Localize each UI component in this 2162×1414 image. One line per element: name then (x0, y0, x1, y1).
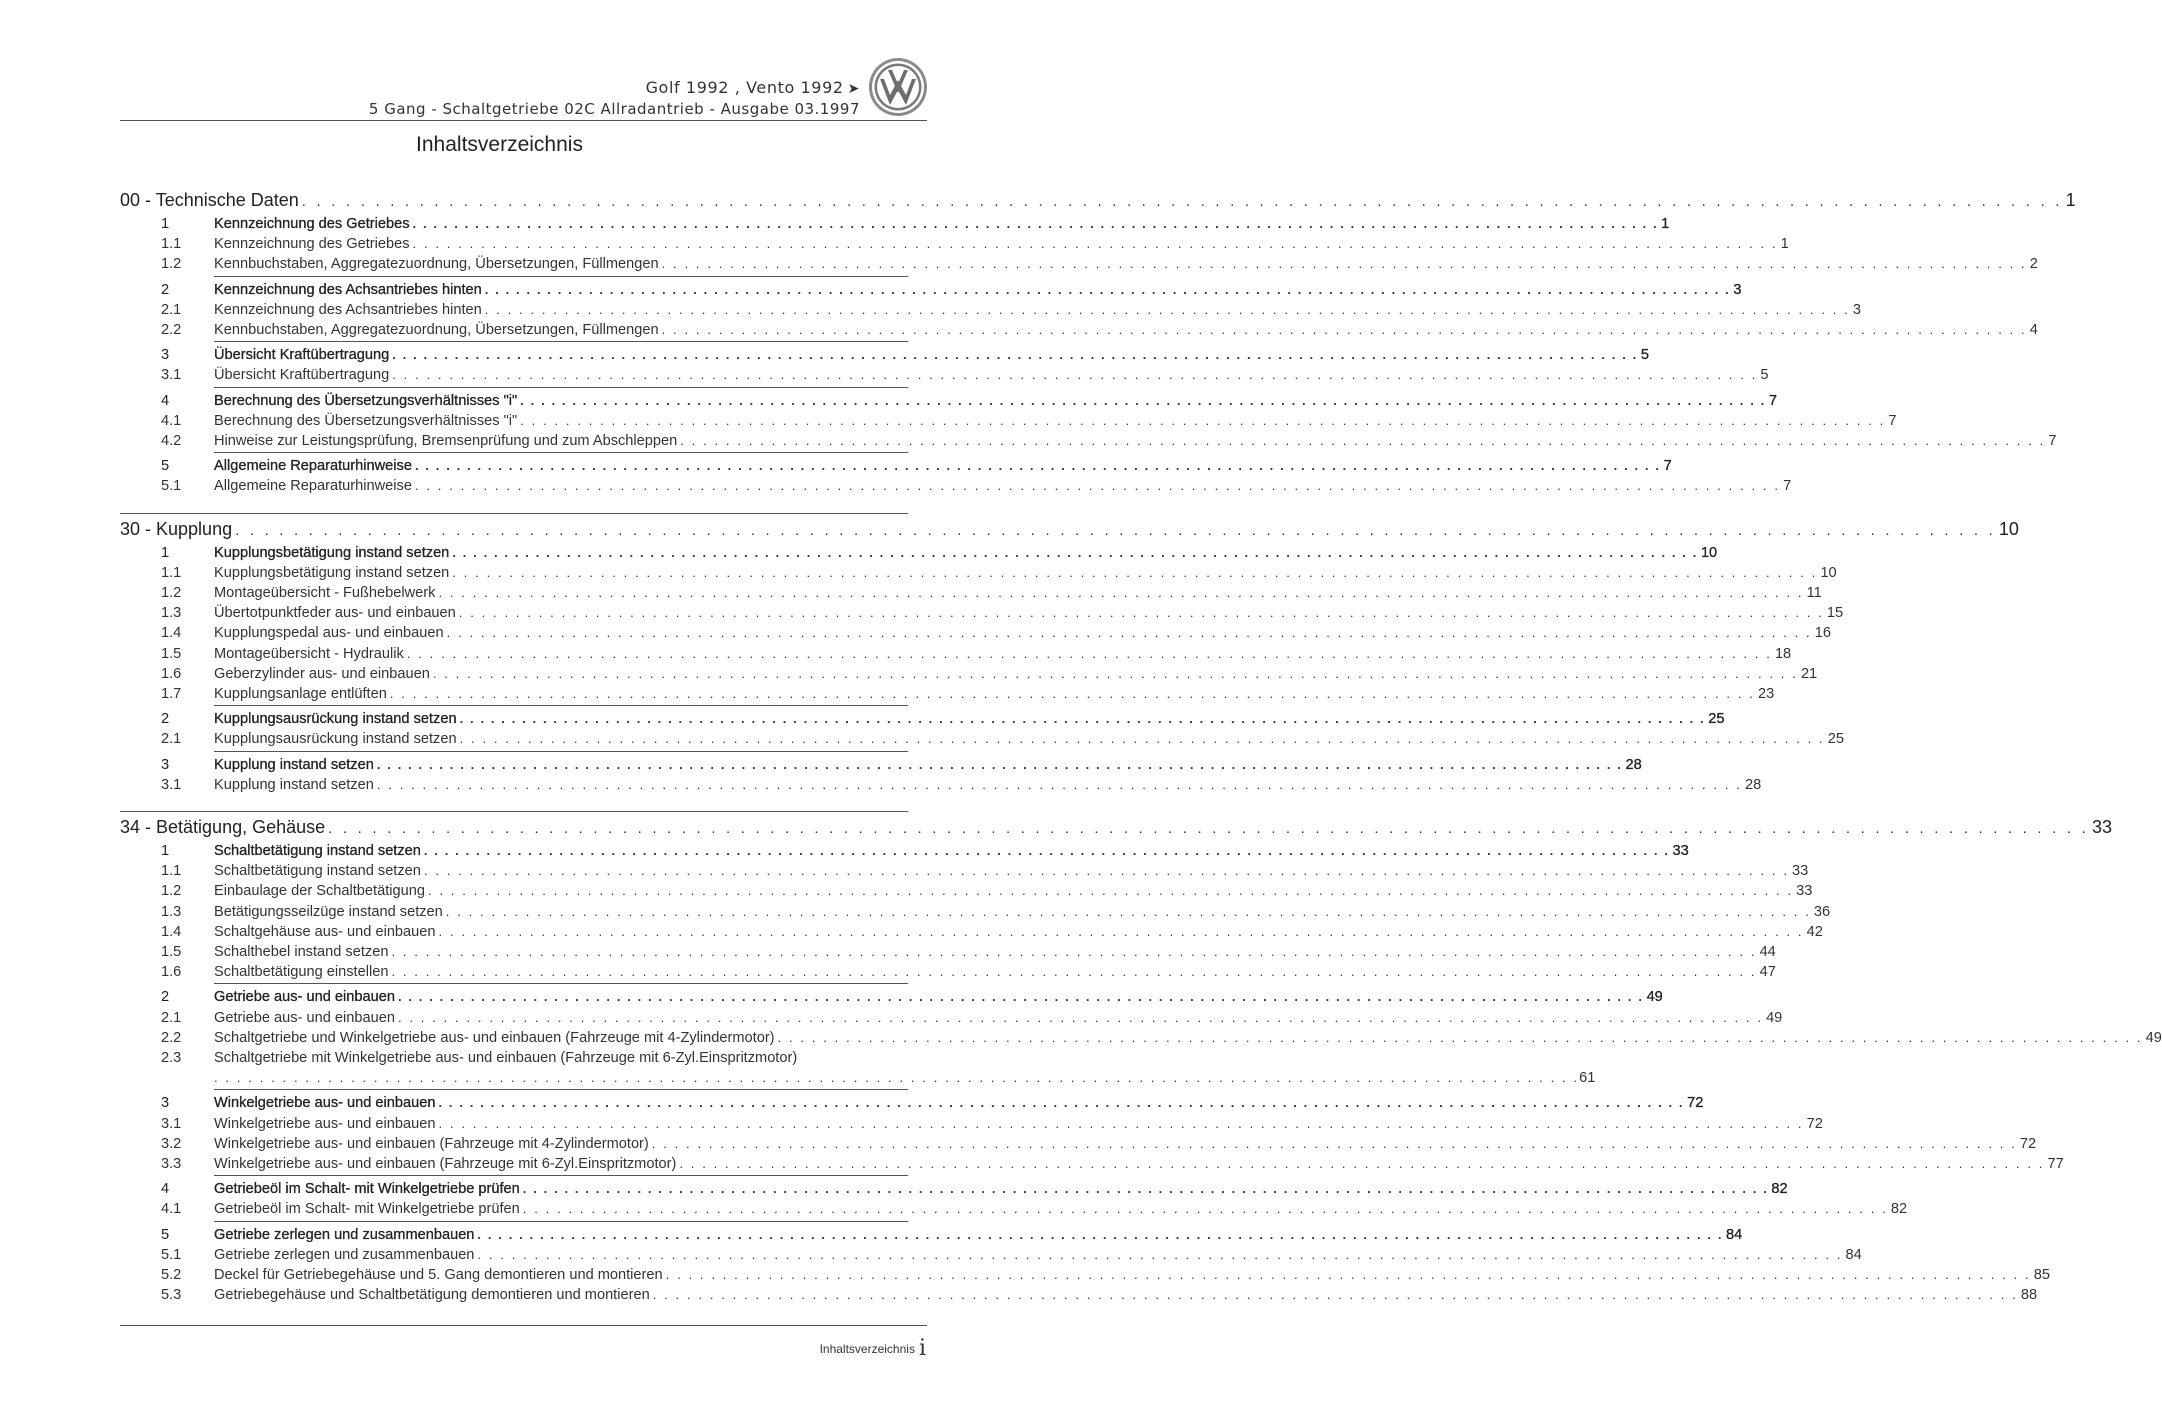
subsection-entry[interactable] (120, 301, 1861, 318)
section-entry[interactable] (120, 392, 1777, 409)
dot-leader: . . . . . . . . . . . . . . . . . . . . . . . . . . . . . . . . . . . . . . . . . . . . . . . . . . . . . . . . . . . . . . . . . . . . . . . . . . . . . . . . . . . . . . . . . . . . . . . . . . . . . . . . . . . . . . . . . . . . . . . . (651, 1135, 2017, 1151)
entry-title: Schaltbetätigung instand setzen (214, 843, 421, 859)
dot-leader: . . . . . . . . . . . . . . . . . . . . . . . . . . . . . . . . . . . . . . . . . . . . . . . . . . . . . . . . . . . . . . . . . . . . . . . . . . . . . . . . . . . . . . . . . . . . . . . . . . . . . . . . . . . . . . . . . . . . . . . . (522, 1181, 1769, 1197)
entry-page-number: 15 (1826, 605, 1844, 622)
dot-leader: . . . . . . . . . . . . . . . . . . . . . . . . . . . . . . . . . . . . . . . . . . . . . . . . . . . . . . . . . . . . . . . . . . . . . . . . . . . . . . . . . . . . . . . . . . . . . . . . . . . . . . . . . . . . . . . . . . . . . . . . (520, 412, 1886, 428)
entry-title: Berechnung des Übersetzungsverhältnisses "i" (214, 412, 518, 429)
entry-page-number: 82 (1771, 1181, 1788, 1198)
subsection-entry[interactable] (120, 686, 1775, 702)
entry-number: 5 (161, 458, 170, 475)
dot-leader: . . . . . . . . . . . . . . . . . . . . . . . . . . . . . . . . . . . . . . . . . . . . . . . . . . . . . . . . . . . . . . . . . . . . . . . . . . . . . . . . . . . . . . . . . . . . . . . . . . . . . . . . . . . . . . . . . . . . . . . . (777, 1029, 2143, 1045)
entry-title: 00 - Technische Daten (120, 190, 299, 210)
entry-number: 3.1 (161, 1115, 182, 1132)
entry-title: Getriebe zerlegen und zusammenbauen (214, 1226, 475, 1243)
subsection-entry[interactable] (120, 322, 2038, 338)
entry-number: 1 (161, 843, 170, 859)
entry-page-number: 5 (1640, 347, 1649, 364)
subsection-entry[interactable] (120, 367, 1769, 384)
section-entry[interactable] (120, 1095, 1704, 1112)
entry-page-number: 42 (1806, 923, 1823, 940)
dot-leader: . . . . . . . . . . . . . . . . . . . . . . . . . . . . . . . . . . . . . . . . . . . . . . . . . . . . . . . . . . . . . . . . . . . . . . . . . . . . . . . . . . . . . . . . . . . . . . . . . . . . . . . . . . . . . . . . . . . . . . . . (235, 521, 1996, 539)
entry-number: 1.1 (161, 564, 182, 581)
entry-page-number: 1 (1780, 236, 1789, 253)
entry-number: 5.2 (161, 1267, 182, 1283)
entry-page-number: 82 (1890, 1201, 1908, 1218)
entry-page-number: 44 (1759, 944, 1776, 960)
entry-title: Kennbuchstaben, Aggregatezuordnung, Übersetzungen, Füllmengen (214, 322, 659, 338)
entry-page-number: 49 (1766, 1009, 1783, 1026)
section-divider (214, 751, 908, 752)
entry-title: Schaltgetriebe mit Winkelgetriebe aus- und einbauen (Fahrzeuge mit 6-Zyl.Einspritzmotor) (214, 1050, 798, 1066)
entry-number: 4.2 (161, 433, 182, 449)
subsection-entry[interactable] (120, 585, 1822, 601)
dot-leader: . . . . . . . . . . . . . . . . . . . . . . . . . . . . . . . . . . . . . . . . . . . . . . . . . . . . . . . . . . . . . . . . . . . . . . . . . . . . . . . . . . . . . . . . . . . . . . . . . . . . . . . . . . . . . . . . . . . . . . . . (522, 1201, 1888, 1217)
entry-page-number: 88 (2020, 1287, 2038, 1304)
dot-leader: . . . . . . . . . . . . . . . . . . . . . . . . . . . . . . . . . . . . . . . . . . . . . . . . . . . . . . . . . . . . . . . . . . . . . . . . . . . . . . . . . . . . . . . . . . . . . . . . . . . . . . . . . . . . . . . . . . . . . . . . (392, 347, 1638, 363)
entry-number: 4 (161, 1181, 170, 1198)
document-header (120, 78, 860, 119)
entry-number: 1.6 (161, 665, 182, 682)
entry-title: Winkelgetriebe aus- und einbauen (Fahrzeuge mit 4-Zylindermotor) (214, 1135, 649, 1152)
entry-title: Getriebe zerlegen und zusammenbauen (214, 1246, 475, 1263)
entry-page-number: 2 (2029, 256, 2038, 273)
dot-leader: . . . . . . . . . . . . . . . . . . . . . . . . . . . . . . . . . . . . . . . . . . . . . . . . . . . . . . . . . . . . . . . . . . . . . . . . . . . . . . . . . . . . . . . . . . . . . . . . . . . . . . . . . . . . . . . . . . . . . . . . (391, 964, 1757, 980)
entry-title: Kennzeichnung des Getriebes (214, 216, 410, 232)
entry-page-number: 21 (1800, 665, 1818, 682)
entry-number: 2.2 (161, 322, 182, 338)
entry-title: Geberzylinder aus- und einbauen (214, 665, 430, 682)
dot-leader: . . . . . . . . . . . . . . . . . . . . . . . . . . . . . . . . . . . . . . . . . . . . . . . . . . . . . . . . . . . . . . . . . . . . . . . . . . . . . . . . . . . . . . . . . . . . . . . . . . . . . . . . . . . . . . . . . . . . . . . . (389, 686, 1755, 701)
entry-number: 1.1 (161, 863, 182, 880)
entry-page-number: 85 (2033, 1267, 2050, 1283)
section-divider (214, 1221, 908, 1222)
entry-title: Getriebe aus- und einbauen (214, 989, 395, 1006)
entry-number: 3 (161, 756, 170, 773)
entry-number: 2.3 (161, 1050, 182, 1066)
entry-page-number: 72 (1687, 1095, 1704, 1112)
entry-title: Einbaulage der Schaltbetätigung (214, 883, 425, 900)
entry-title: Hinweise zur Leistungsprüfung, Bremsenprüfung und zum Abschleppen (214, 433, 678, 449)
entry-page-number: 7 (1663, 458, 1672, 475)
entry-title: Winkelgetriebe aus- und einbauen (214, 1115, 436, 1132)
entry-page-number: 49 (1646, 989, 1663, 1006)
entry-number: 3.1 (161, 367, 182, 384)
entry-title: Getriebe aus- und einbauen (214, 1009, 395, 1026)
subsection-entry[interactable] (120, 1201, 1908, 1218)
dot-leader: . . . . . . . . . . . . . . . . . . . . . . . . . . . . . . . . . . . . . . . . . . . . . . . . . . . . . . . . . . . . . . . . . . . . . . . . . . . . . . . . . . . . . . . . . . . . . . . . . . . . . . . . . . . . . . . . . . . . . . . . (458, 605, 1824, 621)
section-entry[interactable] (120, 989, 1663, 1006)
subsection-entry[interactable] (120, 1029, 2162, 1046)
entry-number: 1.3 (161, 903, 182, 920)
subsection-entry[interactable] (120, 1287, 2038, 1304)
section-entry[interactable] (120, 756, 1642, 773)
dot-leader: . . . . . . . . . . . . . . . . . . . . . . . . . . . . . . . . . . . . . . . . . . . . . . . . . . . . . . . . . . . . . . . . . . . . . . . . . . . . . . . . . . . . . . . . . . . . . . . . . . . . . . . . . . . . . . . . . . . . . . . . (680, 433, 2046, 448)
subsection-entry[interactable] (120, 1009, 1783, 1026)
header-gearbox-line: 5 Gang - Schaltgetriebe 02C Allradantrieb - Ausgabe 03.1997 (368, 100, 860, 118)
chapter-heading[interactable] (120, 817, 2113, 838)
entry-title: Allgemeine Reparaturhinweise (214, 458, 412, 475)
entry-number: 2 (161, 281, 170, 298)
section-divider (214, 705, 908, 706)
entry-title: Schaltgetriebe und Winkelgetriebe aus- und einbauen (Fahrzeuge mit 4-Zylindermotor) (214, 1029, 775, 1046)
dot-leader: . . . . . . . . . . . . . . . . . . . . . . . . . . . . . . . . . . . . . . . . . . . . . . . . . . . . . . . . . . . . . . . . . . . . . . . . . . . . . . . . . . . . . . . . . . . . . . . . . . . . . . . . . . . . . . . . . . . . . . . . (520, 392, 1766, 408)
entry-title: Kupplungsausrückung instand setzen (214, 711, 457, 728)
dot-leader: . . . . . . . . . . . . . . . . . . . . . . . . . . . . . . . . . . . . . . . . . . . . . . . . . . . . . . . . . . . . . . . . . . . . . . . . . . . . . . . . . . . . . . . . . . . . . . . . . . . . . . . . . . . . . . . . . . . . . . . . (412, 216, 1659, 231)
section-entry[interactable] (120, 281, 1742, 298)
chapter-divider (120, 513, 908, 514)
section-divider (214, 341, 908, 342)
entry-number: 2.1 (161, 1009, 182, 1026)
entry-number: 1.2 (161, 585, 182, 601)
dot-leader: . . . . . . . . . . . . . . . . . . . . . . . . . . . . . . . . . . . . . . . . . . . . . . . . . . . . . . . . . . . . . . . . . . . . . . . . . . . . . . . . . . . . . . . . . . . . . . . . . . . . . . . . . . . . . . . . . . . . . . . . (452, 564, 1818, 580)
entry-title: Kupplungsausrückung instand setzen (214, 731, 457, 748)
entry-page-number: 10 (1700, 544, 1718, 561)
dot-leader: . . . . . . . . . . . . . . . . . . . . . . . . . . . . . . . . . . . . . . . . . . . . . . . . . . . . . . . . . . . . . . . . . . . . . . . . . . . . . . . . . . . . . . . . . . . . . . . . . . . . . . . . . . . . . . . . . . . . . . . . (459, 711, 1706, 727)
subsection-entry[interactable] (120, 412, 1897, 429)
section-divider (214, 983, 908, 984)
dot-leader: . . . . . . . . . . . . . . . . . . . . . . . . . . . . . . . . . . . . . . . . . . . . . . . . . . . . . . . . . . . . . . . . . . . . . . . . . . . . . . . . . . . . . . . . . . . . . . . . . . . . . . . . . . . . . . . . . . . . . . . . (427, 883, 1794, 899)
dot-leader: . . . . . . . . . . . . . . . . . . . . . . . . . . . . . . . . . . . . . . . . . . . . . . . . . . . . . . . . . . . . . . . . . . . . . . . . . . . . . . . . . . . . . . . . . . . . . . . . . . . . . . . . . . . . . . . . . . . . . . . . (301, 193, 2063, 210)
section-divider (214, 1089, 908, 1090)
entry-title: Schaltgehäuse aus- und einbauen (214, 923, 436, 940)
footer-divider (120, 1325, 927, 1326)
section-divider (214, 387, 908, 388)
section-entry[interactable] (120, 1226, 1743, 1243)
entry-title: Deckel für Getriebegehäuse und 5. Gang demontieren und montieren (214, 1267, 663, 1283)
entry-page-number: 3 (1733, 281, 1742, 298)
subsection-entry[interactable] (120, 1135, 2037, 1152)
entry-page-number: 49 (2145, 1029, 2162, 1046)
footer-page-number: i (918, 1336, 926, 1361)
entry-title: 30 - Kupplung (120, 518, 233, 539)
entry-title: Getriebeöl im Schalt- mit Winkelgetriebe prüfen (214, 1181, 520, 1198)
entry-number: 1.2 (161, 883, 182, 900)
entry-page-number: 7 (1783, 478, 1792, 495)
entry-page-number: 7 (1768, 392, 1777, 409)
dot-leader: . . . . . . . . . . . . . . . . . . . . . . . . . . . . . . . . . . . . . . . . . . . . . . . . . . . . . . . . . . . . . . . . . . . . . . . . . . . . . . . . . . . . . . . . . . . . . . . . . . . . . . . . . . . . . . . . . . . . . . . . (459, 731, 1825, 747)
section-entry[interactable] (120, 544, 1718, 561)
dot-leader: . . . . . . . . . . . . . . . . . . . . . . . . . . . . . . . . . . . . . . . . . . . . . . . . . . . . . . . . . . . . . . . . . . . . . . . . . . . . . . . . . . . . . . . . . . . . . . . . . . . . . . . . . . . . . . . . . . . . . . . . (376, 776, 1742, 792)
entry-title: Winkelgetriebe aus- und einbauen (Fahrzeuge mit 6-Zyl.Einspritzmotor) (214, 1156, 677, 1172)
entry-title: Montageübersicht - Hydraulik (214, 645, 404, 662)
entry-page-number: 1 (1661, 216, 1670, 232)
entry-page-number: 4 (2029, 322, 2038, 338)
entry-title: Schaltbetätigung einstellen (214, 964, 389, 981)
subsection-entry[interactable] (120, 1246, 1862, 1263)
entry-number: 4.1 (161, 1201, 182, 1218)
entry-title: 34 - Betätigung, Gehäuse (120, 817, 326, 837)
entry-page-number: 33 (1672, 843, 1689, 859)
entry-number: 2.1 (161, 731, 182, 748)
section-entry[interactable] (120, 347, 1649, 364)
section-divider (214, 276, 908, 277)
entry-title: Übertotpunktfeder aus- und einbauen (214, 605, 456, 622)
entry-title: Getriebeöl im Schalt- mit Winkelgetriebe prüfen (214, 1201, 520, 1218)
subsection-entry[interactable] (120, 236, 1789, 253)
entry-number: 3.3 (161, 1156, 182, 1172)
entry-page-number: 84 (1845, 1246, 1862, 1263)
dot-leader: . . . . . . . . . . . . . . . . . . . . . . . . . . . . . . . . . . . . . . . . . . . . . . . . . . . . . . . . . . . . . . . . . . . . . . . . . . . . . . . . . . . . . . . . . . . . . . . . . . . . . . . . . . . . . . . . . . . . . . . . (665, 1267, 2031, 1282)
dot-leader: . . . . . . . . . . . . . . . . . . . . . . . . . . . . . . . . . . . . . . . . . . . . . . . . . . . . . . . . . . . . . . . . . . . . . . . . . . . . . . . . . . . . . . . . . . . . . . . . . . . . . . . . . . . . . . . . . . . . . . . . (477, 1246, 1843, 1262)
chapter-divider (120, 811, 908, 812)
entry-title: Schaltbetätigung instand setzen (214, 863, 421, 880)
entry-number: 5.3 (161, 1287, 182, 1304)
entry-title: Kennzeichnung des Achsantriebes hinten (214, 301, 482, 318)
subsection-entry[interactable] (120, 1267, 2050, 1283)
dot-leader: . . . . . . . . . . . . . . . . . . . . . . . . . . . . . . . . . . . . . . . . . . . . . . . . . . . . . . . . . . . . . . . . . . . . . . . . . . . . . . . . . . . . . . . . . . . . . . . . . . . . . . . . . . . . . . . . . . . . . . . . (661, 322, 2027, 337)
footer-label: Inhaltsverzeichnis (819, 1342, 915, 1356)
dot-leader: . . . . . . . . . . . . . . . . . . . . . . . . . . . . . . . . . . . . . . . . . . . . . . . . . . . . . . . . . . . . . . . . . . . . . . . . . . . . . . . . . . . . . . . . . . . . . . . . . . . . . . . . . . . . . . . . . . . . . . . . (414, 458, 1661, 474)
page-title: Inhaltsverzeichnis (416, 133, 583, 156)
entry-number: 3.1 (161, 776, 182, 793)
entry-title: Kennzeichnung des Getriebes (214, 236, 410, 253)
subsection-entry[interactable] (120, 964, 1776, 981)
entry-number: 5.1 (161, 1246, 182, 1263)
entry-continuation (214, 1070, 1596, 1087)
dot-leader: . . . . . . . . . . . . . . . . . . . . . . . . . . . . . . . . . . . . . . . . . . . . . . . . . . . . . . . . . . . . . . . . . . . . . . . . . . . . . . . . . . . . . . . . . . . . . . . . . . . . . . . . . . . . . . . . . . . . . . . . (484, 281, 1731, 297)
arrow-right-icon: ➤ (847, 81, 860, 97)
entry-number: 2.1 (161, 301, 182, 318)
entry-title: Kupplung instand setzen (214, 776, 374, 793)
header-vehicle-text: Golf 1992 , Vento 1992 (645, 78, 844, 97)
dot-leader: . . . . . . . . . . . . . . . . . . . . . . . . . . . . . . . . . . . . . . . . . . . . . . . . . . . . . . . . . . . . . . . . . . . . . . . . . . . . . . . . . . . . . . . . . . . . . . . . . . . . . . . . . . . . . . . . . . . . . . . . (414, 478, 1781, 494)
subsection-entry[interactable] (120, 478, 1792, 495)
entry-number: 1.5 (161, 645, 182, 662)
entry-number: 1 (161, 544, 170, 561)
header-divider (120, 120, 927, 121)
entry-number: 5.1 (161, 478, 182, 495)
entry-page-number: 3 (1852, 301, 1861, 318)
dot-leader: . . . . . . . . . . . . . . . . . . . . . . . . . . . . . . . . . . . . . . . . . . . . . . . . . . . . . . . . . . . . . . . . . . . . . . . . . . . . . . . . . . . . . . . . . . . . . . . . . . . . . . . . . . . . . . . . . . . . . . . . (392, 367, 1758, 383)
entry-page-number: 1 (2065, 190, 2076, 210)
entry-page-number: 84 (1726, 1226, 1743, 1243)
dot-leader: . . . . . . . . . . . . . . . . . . . . . . . . . . . . . . . . . . . . . . . . . . . . . . . . . . . . . . . . . . . . . . . . . . . . . . . . . . . . . . . . . . . . . . . . . . . . . . . . . . . . . . . . . . . . . . . . . . . . . . . . (214, 1070, 1580, 1086)
entry-title: Kupplungsanlage entlüften (214, 686, 387, 702)
section-entry[interactable] (120, 843, 1689, 859)
dot-leader: . . . . . . . . . . . . . . . . . . . . . . . . . . . . . . . . . . . . . . . . . . . . . . . . . . . . . . . . . . . . . . . . . . . . . . . . . . . . . . . . . . . . . . . . . . . . . . . . . . . . . . . . . . . . . . . . . . . . . . . . (438, 585, 1804, 600)
header-vehicle-line (120, 78, 860, 99)
entry-number: 4.1 (161, 412, 182, 429)
subsection-entry[interactable] (120, 863, 1809, 880)
entry-title: Betätigungsseilzüge instand setzen (214, 903, 443, 920)
dot-leader: . . . . . . . . . . . . . . . . . . . . . . . . . . . . . . . . . . . . . . . . . . . . . . . . . . . . . . . . . . . . . . . . . . . . . . . . . . . . . . . . . . . . . . . . . . . . . . . . . . . . . . . . . . . . . . . . . . . . . . . . (452, 544, 1698, 560)
chapter-heading[interactable] (120, 518, 2019, 540)
entry-title: Übersicht Kraftübertragung (214, 347, 390, 364)
entry-title: Berechnung des Übersetzungsverhältnisses "i" (214, 392, 518, 409)
entry-number: 5 (161, 1226, 170, 1243)
dot-leader: . . . . . . . . . . . . . . . . . . . . . . . . . . . . . . . . . . . . . . . . . . . . . . . . . . . . . . . . . . . . . . . . . . . . . . . . . . . . . . . . . . . . . . . . . . . . . . . . . . . . . . . . . . . . . . . . . . . . . . . . (484, 301, 1850, 317)
dot-leader: . . . . . . . . . . . . . . . . . . . . . . . . . . . . . . . . . . . . . . . . . . . . . . . . . . . . . . . . . . . . . . . . . . . . . . . . . . . . . . . . . . . . . . . . . . . . . . . . . . . . . . . . . . . . . . . . . . . . . . . . (328, 820, 2089, 837)
entry-title: Kupplung instand setzen (214, 756, 374, 773)
section-divider (214, 452, 908, 453)
entry-title: Winkelgetriebe aus- und einbauen (214, 1095, 436, 1112)
entry-number: 2 (161, 711, 170, 728)
entry-page-number: 5 (1760, 367, 1769, 384)
section-entry[interactable] (120, 458, 1672, 475)
dot-leader: . . . . . . . . . . . . . . . . . . . . . . . . . . . . . . . . . . . . . . . . . . . . . . . . . . . . . . . . . . . . . . . . . . . . . . . . . . . . . . . . . . . . . . . . . . . . . . . . . . . . . . . . . . . . . . . . . . . . . . . . (438, 1095, 1685, 1111)
entry-title: Kupplungspedal aus- und einbauen (214, 625, 444, 642)
entry-page-number: 28 (1625, 756, 1642, 773)
section-entry[interactable] (120, 711, 1725, 728)
subsection-entry[interactable] (120, 625, 1831, 642)
subsection-entry[interactable] (120, 731, 1844, 748)
subsection-entry[interactable] (120, 903, 1831, 920)
dot-leader: . . . . . . . . . . . . . . . . . . . . . . . . . . . . . . . . . . . . . . . . . . . . . . . . . . . . . . . . . . . . . . . . . . . . . . . . . . . . . . . . . . . . . . . . . . . . . . . . . . . . . . . . . . . . . . . . . . . . . . . . (477, 1226, 1724, 1242)
entry-number: 3 (161, 347, 170, 364)
entry-page-number: 25 (1708, 711, 1725, 728)
section-entry[interactable] (120, 216, 1670, 232)
entry-title: Allgemeine Reparaturhinweise (214, 478, 412, 495)
entry-page-number: 33 (1796, 883, 1813, 900)
entry-page-number: 47 (1759, 964, 1776, 981)
dot-leader: . . . . . . . . . . . . . . . . . . . . . . . . . . . . . . . . . . . . . . . . . . . . . . . . . . . . . . . . . . . . . . . . . . . . . . . . . . . . . . . . . . . . . . . . . . . . . . . . . . . . . . . . . . . . . . . . . . . . . . . . (376, 756, 1623, 772)
entry-title: Kennzeichnung des Achsantriebes hinten (214, 281, 482, 298)
entry-number: 1.3 (161, 605, 182, 622)
entry-page-number: 7 (2048, 433, 2057, 449)
dot-leader: . . . . . . . . . . . . . . . . . . . . . . . . . . . . . . . . . . . . . . . . . . . . . . . . . . . . . . . . . . . . . . . . . . . . . . . . . . . . . . . . . . . . . . . . . . . . . . . . . . . . . . . . . . . . . . . . . . . . . . . . (661, 256, 2027, 272)
subsection-entry[interactable] (120, 1115, 1823, 1132)
entry-page-number: 61 (1579, 1070, 1596, 1087)
entry-number: 1.7 (161, 686, 182, 702)
entry-page-number: 7 (1888, 412, 1897, 429)
subsection-entry[interactable] (120, 564, 1837, 581)
entry-page-number: 72 (2019, 1135, 2037, 1152)
entry-title: Kennbuchstaben, Aggregatezuordnung, Übersetzungen, Füllmengen (214, 256, 659, 273)
entry-number: 1.2 (161, 256, 182, 273)
entry-number: 2.2 (161, 1029, 182, 1046)
entry-number: 1.6 (161, 964, 182, 981)
entry-number: 1.1 (161, 236, 182, 253)
entry-page-number: 11 (1806, 585, 1822, 601)
subsection-entry[interactable] (120, 256, 2038, 273)
entry-number: 3.2 (161, 1135, 182, 1152)
dot-leader: . . . . . . . . . . . . . . . . . . . . . . . . . . . . . . . . . . . . . . . . . . . . . . . . . . . . . . . . . . . . . . . . . . . . . . . . . . . . . . . . . . . . . . . . . . . . . . . . . . . . . . . . . . . . . . . . . . . . . . . . (423, 843, 1670, 858)
entry-page-number: 36 (1813, 903, 1831, 920)
entry-title: Getriebegehäuse und Schaltbetätigung demontieren und montieren (214, 1287, 650, 1304)
entry-number: 3 (161, 1095, 170, 1112)
entry-page-number: 33 (1792, 863, 1809, 880)
entry-title: Übersicht Kraftübertragung (214, 367, 390, 384)
subsection-entry[interactable] (120, 1050, 908, 1066)
subsection-entry[interactable] (120, 645, 1792, 662)
dot-leader: . . . . . . . . . . . . . . . . . . . . . . . . . . . . . . . . . . . . . . . . . . . . . . . . . . . . . . . . . . . . . . . . . . . . . . . . . . . . . . . . . . . . . . . . . . . . . . . . . . . . . . . . . . . . . . . . . . . . . . . . (412, 236, 1778, 252)
subsection-entry[interactable] (120, 944, 1776, 960)
dot-leader: . . . . . . . . . . . . . . . . . . . . . . . . . . . . . . . . . . . . . . . . . . . . . . . . . . . . . . . . . . . . . . . . . . . . . . . . . . . . . . . . . . . . . . . . . . . . . . . . . . . . . . . . . . . . . . . . . . . . . . . . (438, 1115, 1804, 1131)
dot-leader: . . . . . . . . . . . . . . . . . . . . . . . . . . . . . . . . . . . . . . . . . . . . . . . . . . . . . . . . . . . . . . . . . . . . . . . . . . . . . . . . . . . . . . . . . . . . . . . . . . . . . . . . . . . . . . . . . . . . . . . . (391, 944, 1757, 959)
entry-page-number: 28 (1744, 776, 1762, 793)
subsection-entry[interactable] (120, 923, 1823, 940)
dot-leader: . . . . . . . . . . . . . . . . . . . . . . . . . . . . . . . . . . . . . . . . . . . . . . . . . . . . . . . . . . . . . . . . . . . . . . . . . . . . . . . . . . . . . . . . . . . . . . . . . . . . . . . . . . . . . . . . . . . . . . . . (652, 1287, 2018, 1303)
entry-title: Kupplungsbetätigung instand setzen (214, 544, 450, 561)
entry-page-number: 72 (1806, 1115, 1823, 1132)
entry-page-number: 10 (1998, 518, 2019, 539)
entry-number: 1 (161, 216, 170, 232)
entry-page-number: 33 (2091, 817, 2113, 837)
dot-leader: . . . . . . . . . . . . . . . . . . . . . . . . . . . . . . . . . . . . . . . . . . . . . . . . . . . . . . . . . . . . . . . . . . . . . . . . . . . . . . . . . . . . . . . . . . . . . . . . . . . . . . . . . . . . . . . . . . . . . . . . (446, 625, 1812, 641)
dot-leader: . . . . . . . . . . . . . . . . . . . . . . . . . . . . . . . . . . . . . . . . . . . . . . . . . . . . . . . . . . . . . . . . . . . . . . . . . . . . . . . . . . . . . . . . . . . . . . . . . . . . . . . . . . . . . . . . . . . . . . . . (423, 863, 1790, 879)
dot-leader: . . . . . . . . . . . . . . . . . . . . . . . . . . . . . . . . . . . . . . . . . . . . . . . . . . . . . . . . . . . . . . . . . . . . . . . . . . . . . . . . . . . . . . . . . . . . . . . . . . . . . . . . . . . . . . . . . . . . . . . . (397, 1009, 1764, 1025)
subsection-entry[interactable] (120, 665, 1818, 682)
dot-leader: . . . . . . . . . . . . . . . . . . . . . . . . . . . . . . . . . . . . . . . . . . . . . . . . . . . . . . . . . . . . . . . . . . . . . . . . . . . . . . . . . . . . . . . . . . . . . . . . . . . . . . . . . . . . . . . . . . . . . . . . (438, 923, 1804, 939)
entry-page-number: 16 (1814, 625, 1831, 642)
dot-leader: . . . . . . . . . . . . . . . . . . . . . . . . . . . . . . . . . . . . . . . . . . . . . . . . . . . . . . . . . . . . . . . . . . . . . . . . . . . . . . . . . . . . . . . . . . . . . . . . . . . . . . . . . . . . . . . . . . . . . . . . (432, 665, 1798, 681)
subsection-entry[interactable] (120, 605, 1844, 622)
chapter-heading[interactable] (120, 190, 2076, 211)
entry-title: Schalthebel instand setzen (214, 944, 389, 960)
entry-page-number: 10 (1820, 564, 1837, 581)
entry-page-number: 23 (1757, 686, 1775, 702)
entry-number: 1.5 (161, 944, 182, 960)
section-entry[interactable] (120, 1181, 1788, 1198)
subsection-entry[interactable] (120, 883, 1813, 900)
entry-number: 2 (161, 989, 170, 1006)
subsection-entry[interactable] (120, 776, 1762, 793)
entry-page-number: 18 (1774, 645, 1792, 662)
entry-title: Kupplungsbetätigung instand setzen (214, 564, 450, 581)
entry-number: 4 (161, 392, 170, 409)
vw-logo (868, 57, 928, 117)
dot-leader: . . . . . . . . . . . . . . . . . . . . . . . . . . . . . . . . . . . . . . . . . . . . . . . . . . . . . . . . . . . . . . . . . . . . . . . . . . . . . . . . . . . . . . . . . . . . . . . . . . . . . . . . . . . . . . . . . . . . . . . . (445, 903, 1811, 919)
dot-leader: . . . . . . . . . . . . . . . . . . . . . . . . . . . . . . . . . . . . . . . . . . . . . . . . . . . . . . . . . . . . . . . . . . . . . . . . . . . . . . . . . . . . . . . . . . . . . . . . . . . . . . . . . . . . . . . . . . . . . . . . (406, 645, 1772, 661)
dot-leader: . . . . . . . . . . . . . . . . . . . . . . . . . . . . . . . . . . . . . . . . . . . . . . . . . . . . . . . . . . . . . . . . . . . . . . . . . . . . . . . . . . . . . . . . . . . . . . . . . . . . . . . . . . . . . . . . . . . . . . . . (679, 1156, 2045, 1171)
entry-title: Montageübersicht - Fußhebelwerk (214, 585, 436, 601)
subsection-entry[interactable] (120, 433, 2057, 449)
subsection-entry[interactable] (120, 1156, 2064, 1172)
entry-number: 1.4 (161, 625, 182, 642)
page-footer (820, 1336, 926, 1361)
dot-leader: . . . . . . . . . . . . . . . . . . . . . . . . . . . . . . . . . . . . . . . . . . . . . . . . . . . . . . . . . . . . . . . . . . . . . . . . . . . . . . . . . . . . . . . . . . . . . . . . . . . . . . . . . . . . . . . . . . . . . . . . (397, 989, 1644, 1005)
entry-number: 1.4 (161, 923, 182, 940)
entry-page-number: 77 (2047, 1156, 2064, 1172)
entry-page-number: 25 (1827, 731, 1844, 748)
section-divider (214, 1175, 908, 1176)
